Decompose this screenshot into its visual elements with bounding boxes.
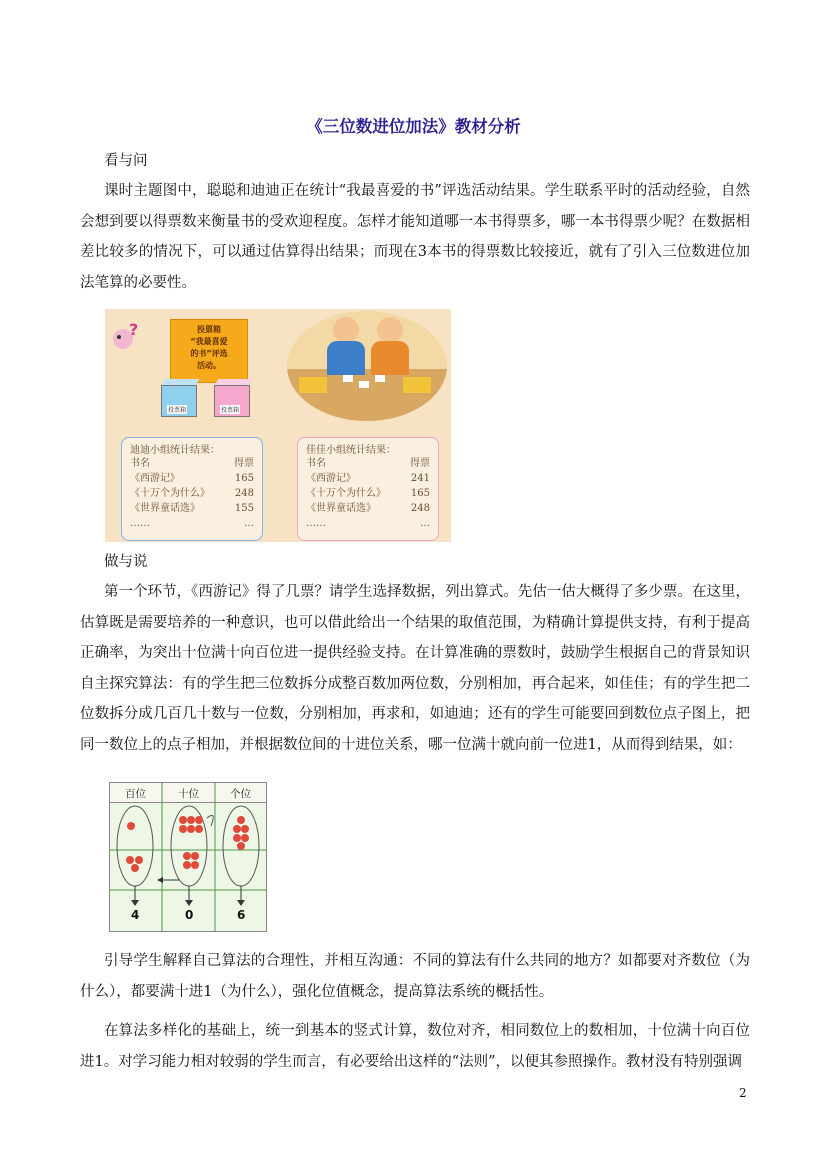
column-label-hundreds: 百位 bbox=[125, 788, 146, 800]
section-heading-do-say: 做与说 bbox=[104, 554, 148, 570]
children-counting-scene bbox=[287, 311, 447, 421]
table-row: 《十万个为什么》 248 bbox=[130, 488, 254, 499]
theme-illustration bbox=[105, 309, 451, 542]
paragraph-algorithm: 第一个环节，《西游记》得了几票？请学生选择数据，列出算式。先估一估大概得了多少票。在这里，估算既是需要培养的一种意识，也可以借此给出一个结果的取值范围，为精确计算提供支持，有利于提高正确率，为突出十位满十向百位进一提供经验支持。在计算准确的票数时，鼓励学生根据自己的背景知识自主探究算法：有的学生把三位数拆分成整百数加两位数，分别相加，再合起来，如佳佳；有的学生把二位数拆分成几百几十数与一位数，分别相加，再求和，如迪迪；还有的学生可能要回到数位点子图上，把同一数位上的点子相加，并根据数位间的十进位关系，哪一位满十就向前一位进1，从而得到结果，如： bbox=[80, 584, 750, 753]
result-card-jiajia: 佳佳小组统计结果： 书名 得票 《西游记》 241 《十万个为什么》 165 《世界童话选》 248 …… … bbox=[297, 437, 439, 541]
page-title: 《三位数进位加法》教材分析 bbox=[306, 117, 521, 136]
table-row: 《世界童话选》 248 bbox=[306, 503, 430, 514]
table-row: 《西游记》 165 bbox=[130, 473, 254, 484]
table-row: …… … bbox=[130, 518, 254, 529]
table-row: 《世界童话选》 155 bbox=[130, 503, 254, 514]
table-row: …… … bbox=[306, 518, 430, 529]
section-heading-look-ask: 看与问 bbox=[104, 153, 148, 169]
ballot-box-blue: 投票箱 bbox=[161, 385, 197, 417]
paragraph-reasoning: 引导学生解释自己算法的合理性，并相互沟通：不同的算法有什么共同的地方？如都要对齐数位（为什么），都要满十进1（为什么），强化位值概念，提高算法系统的概括性。 bbox=[80, 953, 750, 1000]
result-digit-ones: 6 bbox=[237, 908, 246, 922]
result-card-didi: 迪迪小组统计结果： 书名 得票 《西游记》 165 《十万个为什么》 248 《世界童话选》 155 …… … bbox=[121, 437, 263, 541]
table-row: 《西游记》 241 bbox=[306, 473, 430, 484]
mascot-icon bbox=[105, 315, 145, 355]
paragraph-standard-method: 在算法多样化的基础上，统一到基本的竖式计算，数位对齐，相同数位上的数相加，十位满十向百位进1。对学习能力相对较弱的学生而言，有必要给出这样的“法则”，以便其参照操作。教材没有特别强调 bbox=[80, 1023, 750, 1070]
column-label-ones: 个位 bbox=[230, 788, 251, 800]
paragraph-intro: 课时主题图中，聪聪和迪迪正在统计“我最喜爱的书”评选活动结果。学生联系平时的活动经验，自然会想到要以得票数来衡量书的受欢迎程度。怎样才能知道哪一本书得票多，哪一本书得票少呢？在数据相差比较多的情况下，可以通过估算得出结果；而现在3本书的得票数比较接近，就有了引入三位数进位加法笔算的必要性。 bbox=[80, 183, 750, 291]
ballot-box-pink: 投票箱 bbox=[214, 385, 250, 417]
result-digit-hundreds: 4 bbox=[131, 908, 140, 922]
table-row: 《十万个为什么》 165 bbox=[306, 488, 430, 499]
ballot-sign: 投票箱 “我最喜爱 的书”评选 活动。 bbox=[170, 319, 248, 383]
result-digit-tens: 0 bbox=[185, 908, 194, 922]
column-label-tens: 十位 bbox=[178, 788, 199, 800]
svg-text:?: ? bbox=[129, 320, 139, 339]
page-number: 2 bbox=[739, 1086, 747, 1100]
